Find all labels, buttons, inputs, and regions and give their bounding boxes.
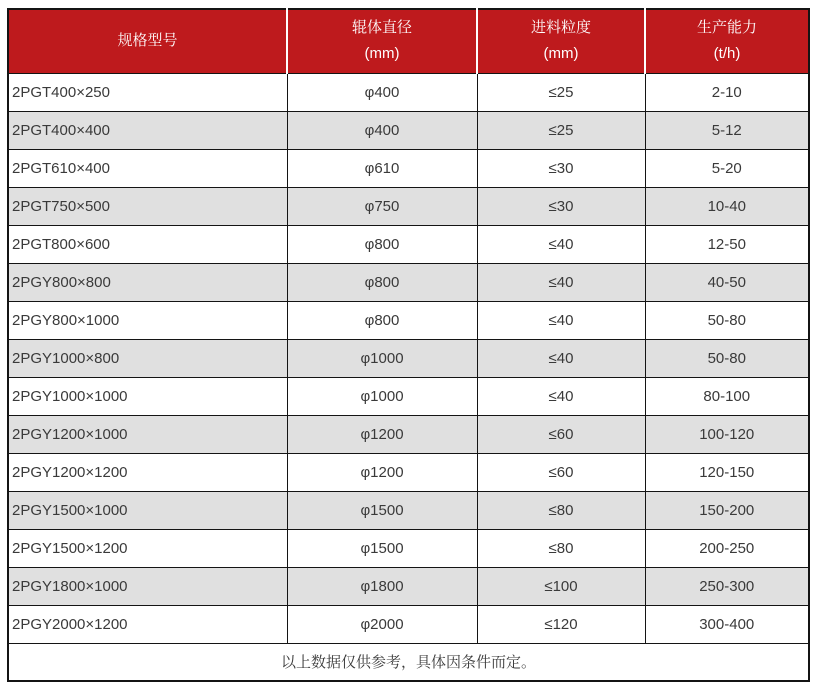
- table-header: [8, 9, 809, 73]
- model-cell: 2PGY800×1000: [8, 301, 287, 339]
- capacity-cell: 300-400: [645, 605, 809, 643]
- model-cell: 2PGY1000×800: [8, 339, 287, 377]
- roller-diameter-cell: φ400: [287, 111, 477, 149]
- roller-diameter-cell: φ1000: [287, 377, 477, 415]
- capacity-cell: 200-250: [645, 529, 809, 567]
- table-row: [8, 187, 809, 225]
- feed-size-cell: ≤80: [477, 529, 645, 567]
- table-row: [8, 111, 809, 149]
- column-title: 辊体直径: [351, 19, 412, 37]
- feed-size-cell: ≤60: [477, 415, 645, 453]
- column-header-1: [8, 9, 287, 73]
- table-body: [8, 73, 809, 643]
- feed-size-cell: ≤40: [477, 225, 645, 263]
- column-unit: (mm): [543, 44, 579, 62]
- roller-diameter-cell: φ750: [287, 187, 477, 225]
- capacity-cell: 250-300: [645, 567, 809, 605]
- feed-size-cell: ≤40: [477, 301, 645, 339]
- capacity-cell: 80-100: [645, 377, 809, 415]
- footnote-row: [8, 643, 809, 681]
- model-cell: 2PGY1500×1000: [8, 491, 287, 529]
- feed-size-cell: ≤120: [477, 605, 645, 643]
- table-row: [8, 415, 809, 453]
- model-cell: 2PGY1500×1200: [8, 529, 287, 567]
- capacity-cell: 50-80: [645, 339, 809, 377]
- roller-diameter-cell: φ610: [287, 149, 477, 187]
- model-cell: 2PGY1200×1200: [8, 453, 287, 491]
- feed-size-cell: ≤80: [477, 491, 645, 529]
- capacity-cell: 2-10: [645, 73, 809, 111]
- capacity-cell: 50-80: [645, 301, 809, 339]
- table-row: [8, 263, 809, 301]
- table-footer: [8, 643, 809, 681]
- table-row: [8, 339, 809, 377]
- column-unit: (t/h): [713, 44, 741, 62]
- column-title: 生产能力: [696, 19, 757, 37]
- feed-size-cell: ≤25: [477, 73, 645, 111]
- roller-diameter-cell: φ800: [287, 225, 477, 263]
- feed-size-cell: ≤40: [477, 263, 645, 301]
- model-cell: 2PGY2000×1200: [8, 605, 287, 643]
- roller-diameter-cell: φ1000: [287, 339, 477, 377]
- column-title: 进料粒度: [530, 19, 591, 37]
- model-cell: 2PGY800×800: [8, 263, 287, 301]
- table-row: [8, 567, 809, 605]
- capacity-cell: 100-120: [645, 415, 809, 453]
- table-row: [8, 377, 809, 415]
- model-cell: 2PGT750×500: [8, 187, 287, 225]
- capacity-cell: 10-40: [645, 187, 809, 225]
- roller-diameter-cell: φ1500: [287, 529, 477, 567]
- table-footnote: 以上数据仅供参考，具体因条件而定。: [8, 643, 809, 681]
- capacity-cell: 12-50: [645, 225, 809, 263]
- header-row: [8, 9, 809, 73]
- model-cell: 2PGT800×600: [8, 225, 287, 263]
- table-row: [8, 73, 809, 111]
- model-cell: 2PGY1000×1000: [8, 377, 287, 415]
- column-header-4: [645, 9, 809, 73]
- table-row: [8, 605, 809, 643]
- model-cell: 2PGT400×400: [8, 111, 287, 149]
- spec-table: [7, 8, 810, 682]
- roller-diameter-cell: φ1500: [287, 491, 477, 529]
- table-row: [8, 529, 809, 567]
- capacity-cell: 150-200: [645, 491, 809, 529]
- table-row: [8, 225, 809, 263]
- table-row: [8, 149, 809, 187]
- table-row: [8, 491, 809, 529]
- roller-diameter-cell: φ800: [287, 263, 477, 301]
- column-title: 规格型号: [117, 32, 178, 49]
- model-cell: 2PGT610×400: [8, 149, 287, 187]
- feed-size-cell: ≤30: [477, 149, 645, 187]
- feed-size-cell: ≤25: [477, 111, 645, 149]
- table-row: [8, 301, 809, 339]
- feed-size-cell: ≤60: [477, 453, 645, 491]
- feed-size-cell: ≤30: [477, 187, 645, 225]
- column-header-3: [477, 9, 645, 73]
- model-cell: 2PGY1200×1000: [8, 415, 287, 453]
- roller-diameter-cell: φ1200: [287, 453, 477, 491]
- column-header-2: [287, 9, 477, 73]
- feed-size-cell: ≤40: [477, 377, 645, 415]
- capacity-cell: 40-50: [645, 263, 809, 301]
- roller-diameter-cell: φ400: [287, 73, 477, 111]
- model-cell: 2PGT400×250: [8, 73, 287, 111]
- feed-size-cell: ≤40: [477, 339, 645, 377]
- feed-size-cell: ≤100: [477, 567, 645, 605]
- capacity-cell: 120-150: [645, 453, 809, 491]
- model-cell: 2PGY1800×1000: [8, 567, 287, 605]
- capacity-cell: 5-12: [645, 111, 809, 149]
- table-row: [8, 453, 809, 491]
- roller-diameter-cell: φ1200: [287, 415, 477, 453]
- roller-diameter-cell: φ1800: [287, 567, 477, 605]
- roller-diameter-cell: φ2000: [287, 605, 477, 643]
- roller-diameter-cell: φ800: [287, 301, 477, 339]
- capacity-cell: 5-20: [645, 149, 809, 187]
- column-unit: (mm): [364, 44, 400, 62]
